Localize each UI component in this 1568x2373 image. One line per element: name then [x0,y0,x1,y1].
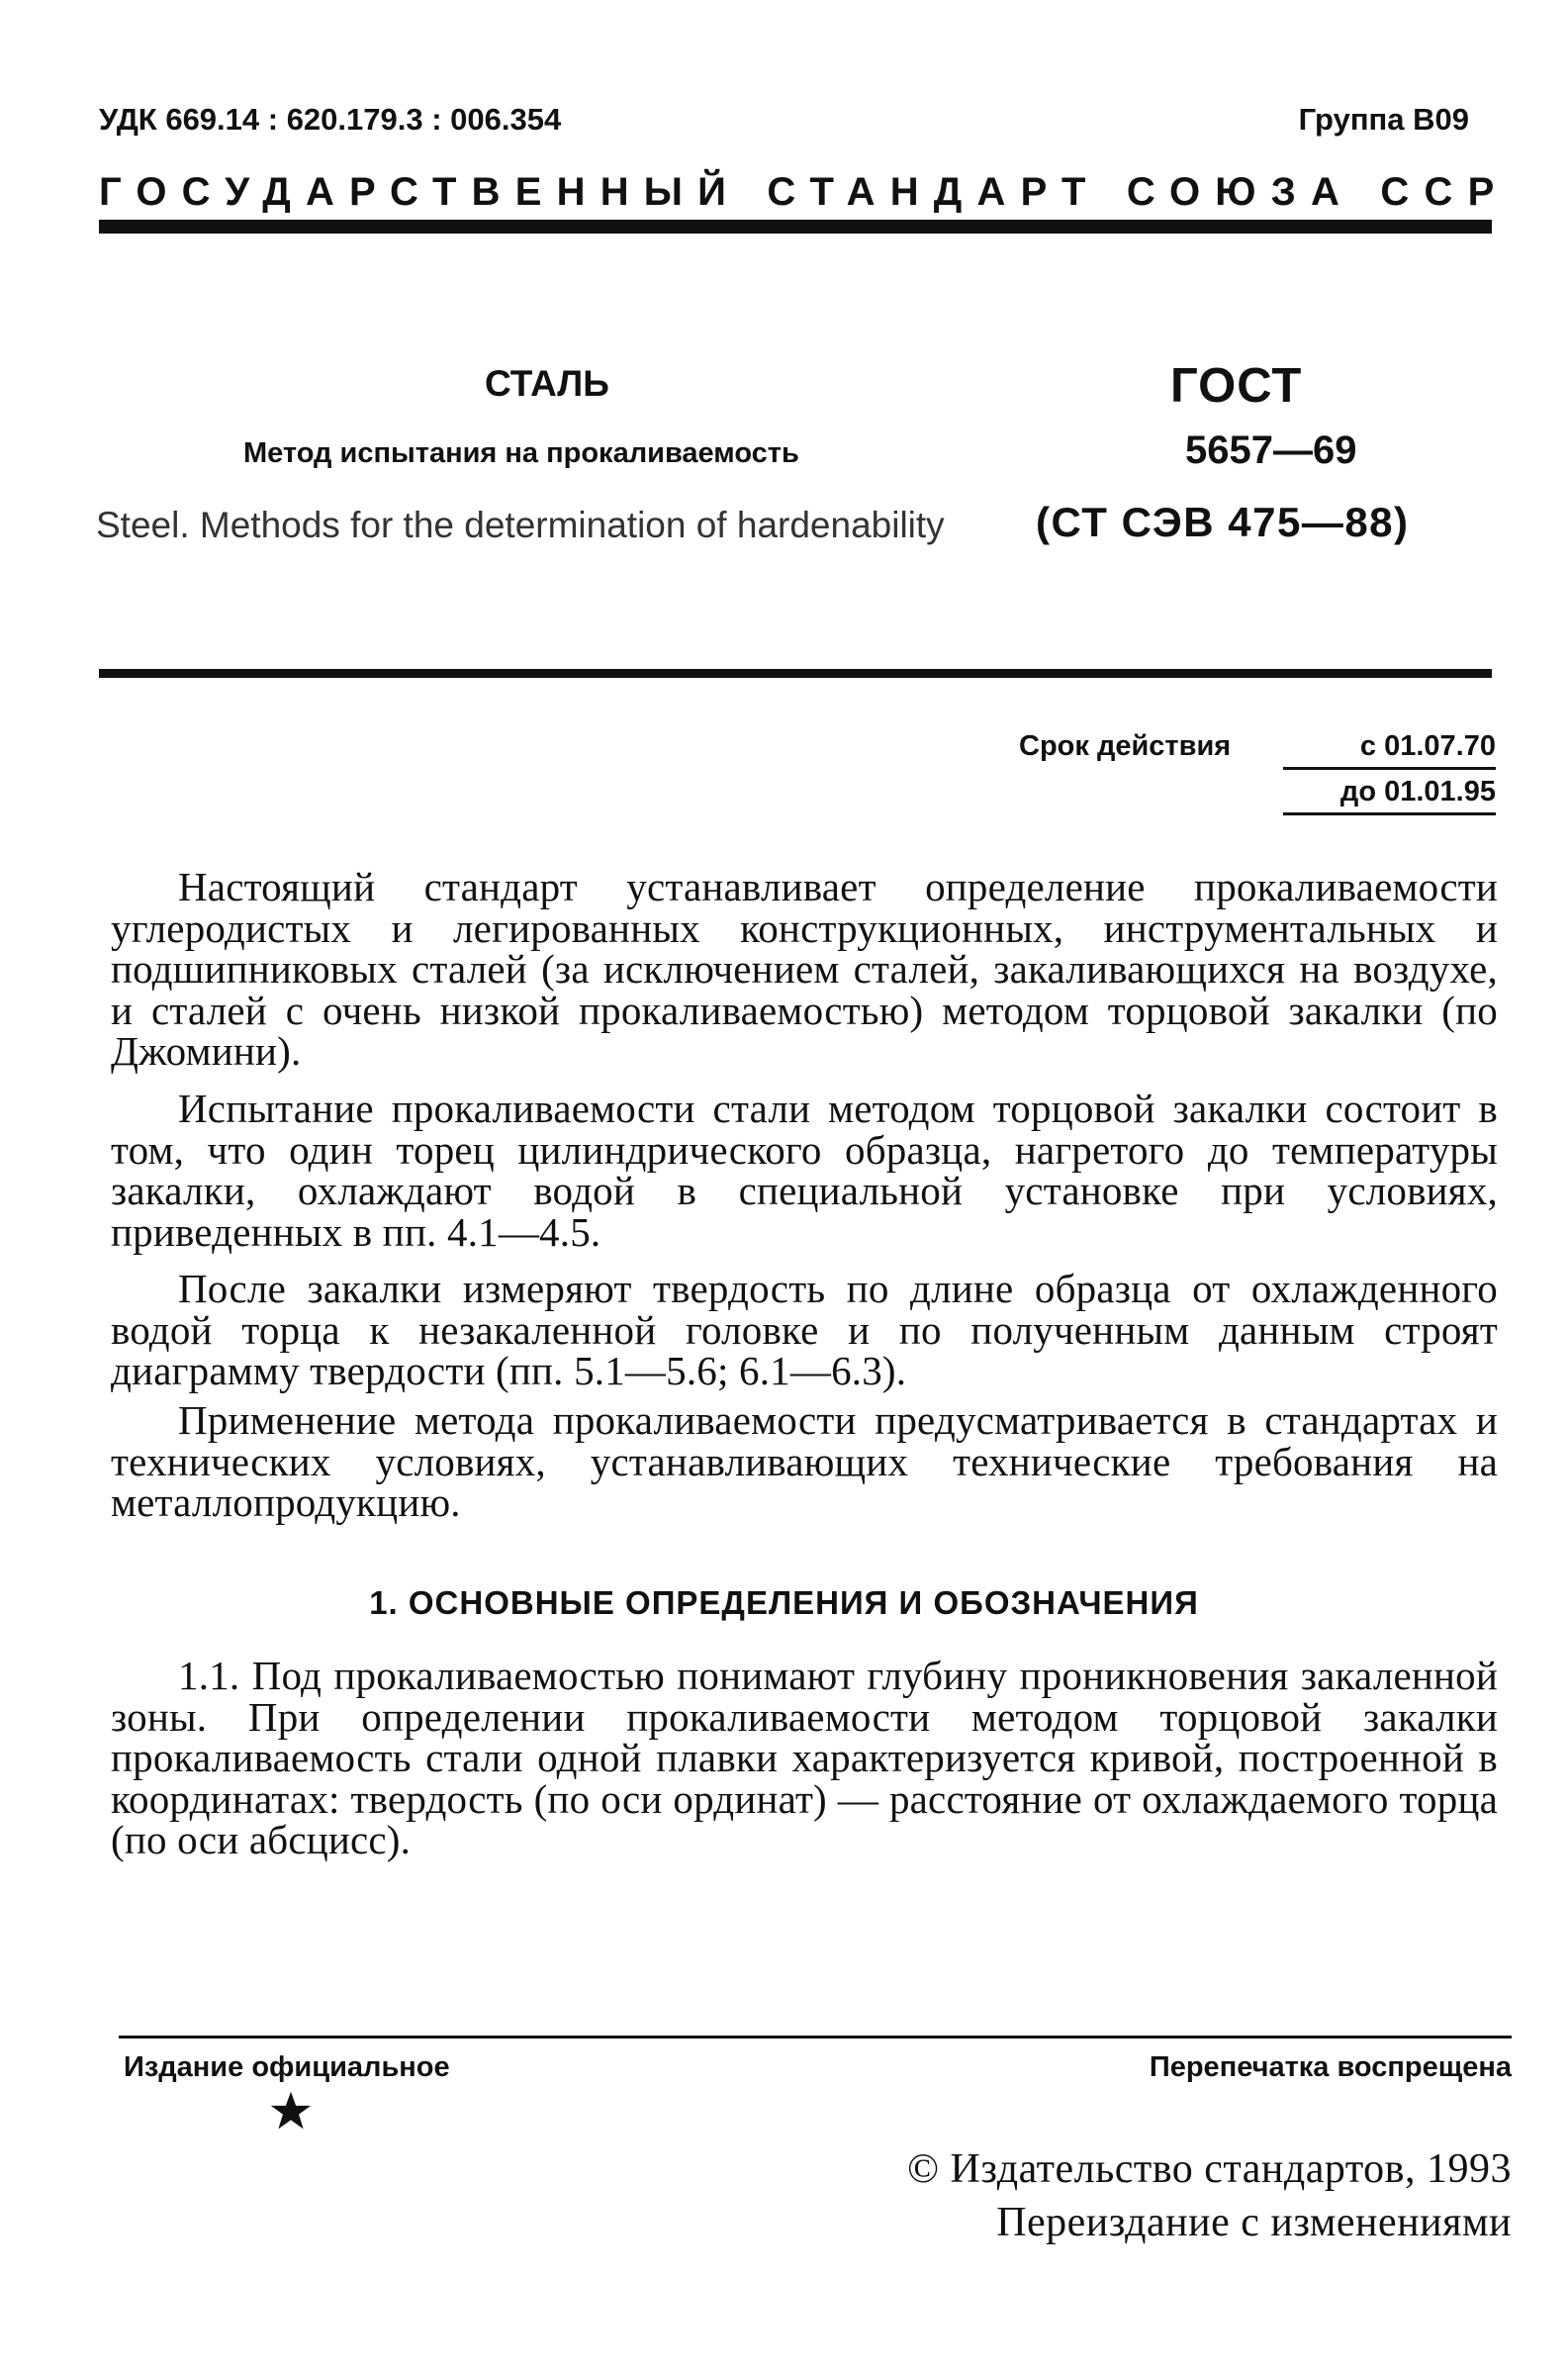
udk-code: УДК 669.14 : 620.179.3 : 006.354 [99,102,562,137]
top-rule [99,220,1492,234]
body-paragraph: После закалки измеряют твердость по длине образца от охлажденного водой торца к незакаленной головке и по полученным данным строят диаграмму твердости (пп. 5.1—5.6; 6.1—6.3). [111,1266,1498,1393]
body-paragraph: Испытание прокаливаемости стали методом торцовой закалки состоит в том, что один торец цилиндрического образца, нагретого до температуры закалки, охлаждают водой в специальной установке при условиях, приведенных в пп. 4.1—4.5. [111,1086,1498,1255]
reissue-note: Переиздание с изменениями [996,2200,1512,2245]
bottom-rule [119,2036,1512,2039]
english-title: Steel. Methods for the determination of hardenability [96,505,945,545]
state-standard-heading: ГОСУДАРСТВЕННЫЙ СТАНДАРТ СОЮЗА ССР [99,170,1510,214]
validity-from: с 01.07.70 [1359,730,1496,762]
star-icon [269,2089,313,2133]
validity-to: до 01.01.95 [1339,776,1496,807]
section-title: 1. ОСНОВНЫЕ ОПРЕДЕЛЕНИЯ И ОБОЗНАЧЕНИЯ [369,1584,1199,1621]
middle-rule [99,669,1492,678]
sev-number: (СТ СЭВ 475—88) [1036,499,1410,545]
validity-rule [1283,812,1496,815]
body-paragraph: Применение метода прокаливаемости предусматривается в стандартах и технических условиях, устанавливающих технические требования на металлопродукцию. [111,1397,1498,1525]
document-title: СТАЛЬ [485,363,609,404]
gost-label: ГОСТ [1170,359,1303,413]
section-paragraph: 1.1. Под прокаливаемостью понимают глубину проникновения закаленной зоны. При определении прокаливаемости методом торцовой закалки прокаливаемость стали одной плавки характеризуется кривой, построенной в координатах: твердость (по оси ординат) — расстояние от охлаждаемого торца (по оси абсцисс). [111,1653,1498,1862]
document-subtitle: Метод испытания на прокаливаемость [243,437,799,469]
group-code: Группа В09 [1298,102,1469,137]
reprint-notice: Перепечатка воспрещена [1149,2051,1512,2083]
validity-label: Срок действия [1019,730,1232,762]
validity-rule [1283,767,1496,770]
publisher-copyright: © Издательство стандартов, 1993 [907,2146,1512,2192]
edition-label: Издание официальное [124,2051,450,2083]
gost-number: 5657—69 [1185,428,1357,472]
body-paragraph: Настоящий стандарт устанавливает определение прокаливаемости углеродистых и легированных конструкционных, инструментальных и подшипниковых сталей (за исключением сталей, закаливающихся на воздухе, и сталей с очень низкой прокаливаемостью) методом торцовой закалки (по Джомини). [111,864,1498,1074]
